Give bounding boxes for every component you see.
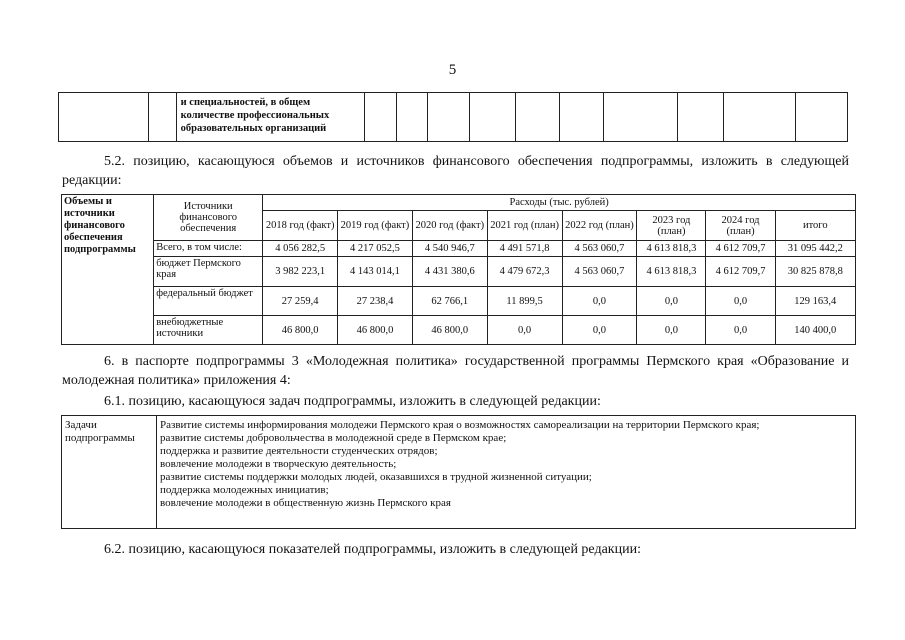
value-cell: 4 431 380,6 xyxy=(412,257,487,287)
value-cell: 62 766,1 xyxy=(412,287,487,316)
empty-cell xyxy=(677,93,724,142)
value-cell: 11 899,5 xyxy=(487,287,562,316)
value-cell: 4 563 060,7 xyxy=(562,257,637,287)
value-cell: 4 491 571,8 xyxy=(487,241,562,257)
value-cell: 0,0 xyxy=(562,287,637,316)
value-cell: 0,0 xyxy=(562,316,637,345)
paragraph-5-2: 5.2. позицию, касающуюся объемов и источников финансового обеспечения подпрограммы, изложить в следующей редакции: xyxy=(62,154,849,188)
criterion-text-cell xyxy=(176,93,365,142)
empty-cell xyxy=(724,93,796,142)
row-label: Всего, в том числе: xyxy=(154,241,263,257)
value-cell: 0,0 xyxy=(706,316,775,345)
year-header: 2018 год (факт) xyxy=(263,211,338,241)
finance-row-header-cell xyxy=(62,195,154,345)
task-item: вовлечение молодежи в общественную жизнь Пермского края xyxy=(160,497,451,509)
task-item: поддержка и развитие деятельности студенческих отрядов; xyxy=(160,445,438,457)
paragraph-6: 6. в паспорте подпрограммы 3 «Молодежная политика» государственной программы Пермского края «Образование и молодежная политика» приложения 4: xyxy=(62,354,849,388)
empty-cell xyxy=(428,93,470,142)
value-cell: 4 613 818,3 xyxy=(637,257,706,287)
empty-cell xyxy=(469,93,516,142)
empty-cell xyxy=(796,93,848,142)
table-row xyxy=(62,257,856,287)
paragraph-6-1: 6.1. позицию, касающуюся задач подпрограммы, изложить в следующей редакции: xyxy=(104,394,601,409)
empty-cell xyxy=(603,93,677,142)
sources-header-cell xyxy=(154,195,263,241)
value-cell: 0,0 xyxy=(637,287,706,316)
value-cell: 4 612 709,7 xyxy=(706,257,775,287)
value-cell: 46 800,0 xyxy=(338,316,413,345)
value-cell: 4 479 672,3 xyxy=(487,257,562,287)
tasks-label: Задачи подпрограммы xyxy=(65,419,135,444)
empty-cell xyxy=(396,93,427,142)
paragraph-6-2: 6.2. позицию, касающуюся показателей подпрограммы, изложить в следующей редакции: xyxy=(104,542,641,557)
finance-table xyxy=(61,194,856,345)
empty-cell xyxy=(59,93,149,142)
table-row xyxy=(62,316,856,345)
sources-header: Источники финансового обеспечения xyxy=(179,201,238,234)
tasks-label-cell xyxy=(62,416,157,529)
value-cell: 31 095 442,2 xyxy=(775,241,855,257)
value-cell: 46 800,0 xyxy=(263,316,338,345)
row-label: внебюджетные источники xyxy=(154,316,263,345)
value-cell: 30 825 878,8 xyxy=(775,257,855,287)
task-item: вовлечение молодежи в творческую деятельность; xyxy=(160,458,397,470)
year-header: 2021 год (план) xyxy=(487,211,562,241)
empty-cell xyxy=(559,93,603,142)
value-cell: 129 163,4 xyxy=(775,287,855,316)
year-header: 2020 год (факт) xyxy=(412,211,487,241)
value-cell: 4 217 052,5 xyxy=(338,241,413,257)
value-cell: 0,0 xyxy=(706,287,775,316)
value-cell: 3 982 223,1 xyxy=(263,257,338,287)
value-cell: 4 563 060,7 xyxy=(562,241,637,257)
tasks-table xyxy=(61,415,856,529)
value-cell: 4 056 282,5 xyxy=(263,241,338,257)
empty-cell xyxy=(365,93,396,142)
empty-cell xyxy=(149,93,176,142)
row-label: федеральный бюджет xyxy=(154,287,263,316)
expenses-header-cell xyxy=(263,195,856,211)
task-item: развитие системы поддержки молодых людей, оказавшихся в трудной жизненной ситуации; xyxy=(160,471,592,483)
table-row xyxy=(62,287,856,316)
value-cell: 4 613 818,3 xyxy=(637,241,706,257)
year-header: 2023 год (план) xyxy=(637,211,706,241)
year-header: 2024 год (план) xyxy=(706,211,775,241)
year-header: 2022 год (план) xyxy=(562,211,637,241)
value-cell: 27 259,4 xyxy=(263,287,338,316)
table-row xyxy=(62,241,856,257)
tasks-list-cell xyxy=(157,416,856,529)
top-table-fragment xyxy=(58,92,848,142)
value-cell: 4 143 014,1 xyxy=(338,257,413,287)
value-cell: 140 400,0 xyxy=(775,316,855,345)
value-cell: 0,0 xyxy=(487,316,562,345)
empty-cell xyxy=(516,93,560,142)
total-header: итого xyxy=(775,211,855,241)
criterion-text: и специальностей, в общем количестве профессиональных образовательных организаций xyxy=(180,97,330,134)
year-header: 2019 год (факт) xyxy=(338,211,413,241)
task-item: поддержка молодежных инициатив; xyxy=(160,484,329,496)
value-cell: 4 612 709,7 xyxy=(706,241,775,257)
value-cell: 4 540 946,7 xyxy=(412,241,487,257)
finance-row-header: Объемы и источники финансового обеспечения подпрограммы xyxy=(64,196,136,255)
expenses-header: Расходы (тыс. рублей) xyxy=(509,197,609,208)
value-cell: 27 238,4 xyxy=(338,287,413,316)
value-cell: 0,0 xyxy=(637,316,706,345)
task-item: Развитие системы информирования молодежи Пермского края о возможностях самореализации на территории Пермского края; xyxy=(160,419,760,431)
task-item: развитие системы добровольчества в молодежной среде в Пермском крае; xyxy=(160,432,507,444)
row-label: бюджет Пермского края xyxy=(154,257,263,287)
value-cell: 46 800,0 xyxy=(412,316,487,345)
page-number: 5 xyxy=(448,62,457,78)
